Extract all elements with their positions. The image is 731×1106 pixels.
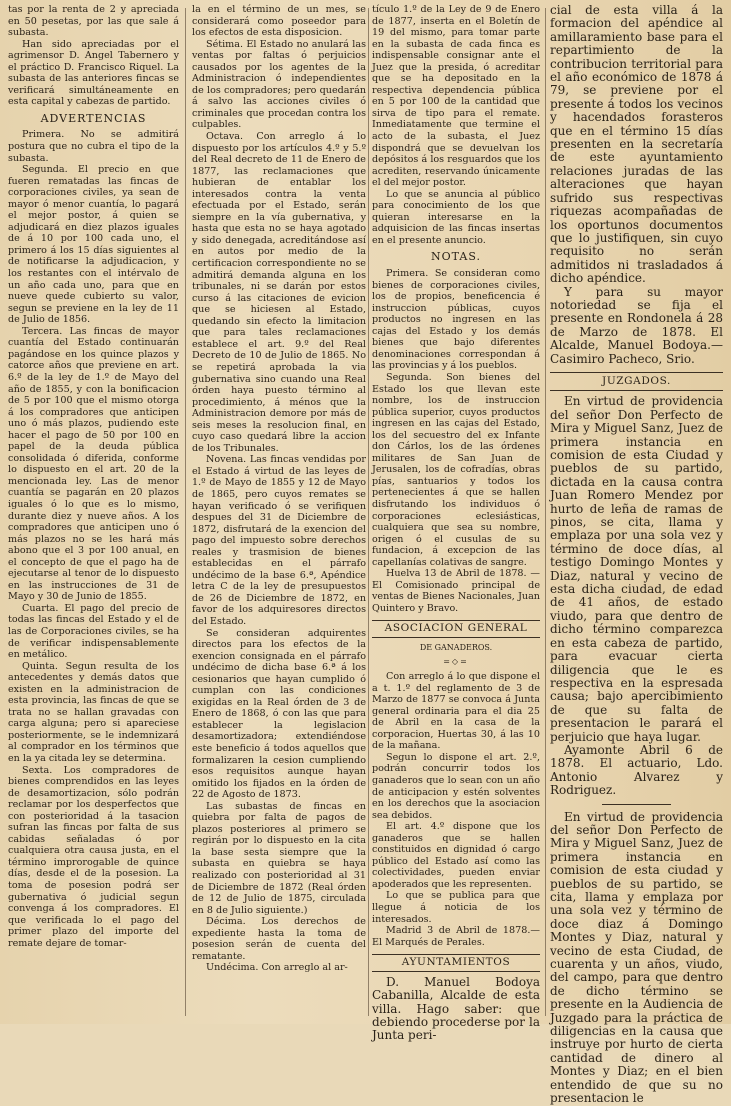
column-3 xyxy=(372,4,540,1043)
paragraph: Quinta. Segun resulta de los antecedentes y demás datos que existen en la administracion de esta provincia, las fincas de que se trata no se hallan gravadas con carga alguna; pero si apareciese posteriormente, se le indemnizará al comprador en los términos que en la ya citada ley se determina. xyxy=(8,660,179,764)
section-heading-juzgados: JUZGADOS. xyxy=(550,372,723,391)
ornament: =◇= xyxy=(443,656,469,666)
paragraph: tículo 1.º de la Ley de 9 de Enero de 1877, inserta en el Boletín de 19 del mismo, para tomar parte en la subasta de cada finca es indispensable consignar ante el Juez que la presida, ó acreditar que se ha depositado en la respectiva dependencia pública en 5 por 100 de la cantidad que sirva de tipo para el remate. Inmediatamente que termine el acto de la subasta, el Juez dispondrá que se devuelvan los depósitos á los resguardos que los acrediten, reservando únicamente el del mejor postor. xyxy=(372,4,540,189)
paragraph: Sexta. Los compradores de bienes comprendidos en las leyes de desamortizacion, sólo podrán reclamar por los desperfectos que con posterioridad á la tasacion sufran las fincas por falta de sus cabidas señaladas ó por cualquiera otra causa justa, en el término improrogable de quince días, desde el de la posesion. La toma de posesion podrá ser gubernativa ó judicial segun convenga á los compradores. El que verificada lo el pago del primer plazo del importe del remate dejare de tomar- xyxy=(8,764,179,949)
column-divider xyxy=(368,8,369,1016)
column-4 xyxy=(550,3,723,1106)
section-heading-asociacion: ASOCIACION GENERAL xyxy=(372,620,540,638)
paragraph: Con arreglo á lo que dispone el a t. 1.º del reglamento de 3 de Marzo de 1877 se convoca á Junta general ordinaria para el dia 25 de Abril en la casa de la corporacion, Huertas 30, á las 10 de la mañana. xyxy=(372,671,540,752)
paragraph: Undécima. Con arreglo al ar- xyxy=(206,962,348,974)
paragraph: D. Manuel Bodoya Cabanilla, Alcalde de esta villa. Hago saber: que debiendo procederse por la Junta peri- xyxy=(372,974,540,1043)
column-2 xyxy=(192,4,366,1020)
column-1 xyxy=(8,4,179,1020)
column-divider xyxy=(545,8,546,1016)
paragraph: Huelva 13 de Abril de 1878. —El Comisionado principal de ventas de Bienes Nacionales, Juan Quintero y Bravo. xyxy=(372,568,540,614)
divider xyxy=(602,804,671,805)
paragraph: Primera. Se consideran como bienes de corporaciones civiles, los de propios, beneficencia é instruccion públicas, cuyos productos no ingresen en las cajas del Estado y los demás bienes que bajo diferentes denominaciones correspondan á las provincias y á los pueblos. xyxy=(372,268,540,372)
paragraph: Segunda. Son bienes del Estado los que llevan este nombre, los de instruccion pública superior, cuyos productos ingresen en las cajas del Estado, los del secuestro del ex Infante don Cárlos, los de las órdenes militares de San Juan de Jerusalen, los de cofradías, obras pías, santuarios y todos los pertenecientes á que se hallen disfrutando los individuos ó corporaciones eclesiásticas, cualquiera que sea su nombre, origen ó el cusulas de su fundacion, á excepcion de las capellanías colativas de sangre. xyxy=(372,371,540,568)
paragraph: En virtud de providencia del señor Don Perfecto de Mira y Miguel Sanz, Juez de primera instancia en comision de esta Ciudad y pueblos de su partido, dictada en la causa contra Juan Romero Mendez por hurto de leña de ramas de pinos, se cita, llama y emplaza por una sola vez y término de doce días, al testigo Domingo Montes y Diaz, natural y vecino de esta dicha ciudad, de edad de 41 años, de estado viudo, para que dentro de dicho término comparezca en esta cabeza de partido, para evacuar cierta diligencia que le es respectiva en la espresada causa; bajo apercibimiento de que su falta de presentacion le parará el perjuicio que haya lugar. xyxy=(550,394,723,744)
paragraph: Se consideran adquirentes directos para los efectos de la exencion consignada en el párrafo undécimo de dicha base 6.ª á los cesionarios que hayan cumplido ó cumplan con las condiciones exigidas en la Real órden de 3 de Enero de 1868, ó con las que para establecer la legislacion desamortizadora; extendiéndose este beneficio á todos aquellos que formalizaren la cesion cumpliendo esos requisitos aunque hayan omitido los fijados en la órden de 22 de Agosto de 1873. xyxy=(192,627,366,801)
section-heading-ayuntamientos: AYUNTAMIENTOS xyxy=(372,954,540,972)
paragraph: Novena. Las fincas vendidas por el Estado á virtud de las leyes de 1.º de Mayo de 1855 y 12 de Mayo de 1865, pero cuyos remates se hayan verificado ó se verifiquen despues del 31 de Diciembre de 1872, disfrutará de la exencion del pago del impuesto sobre derechos reales y trasmision de bienes establecidas en el párrafo undécimo de la base 6.ª, Apéndice letra C de la ley de presupuestos de 26 de Diciembre de 1872, en favor de los adquiresores directos del Estado. xyxy=(192,454,366,627)
paragraph: En virtud de providencia del señor Don Perfecto de Mira y Miguel Sanz, Juez de primera instancia en comision de esta ciudad y pueblos de su partido, se cita, llama y emplaza por una sola vez y término de doce diaz á Domingo Montes y Diaz, natural y vecino de esta Ciudad, de cuarenta y un años, viudo, del campo, para que dentro de dicho término se presente en la Audiencia de Juzgado para la práctica de diligencias en la causa que instruye por hurto de cierta cantidad de dinero al Montes y Diaz; en el bien entendido de que su no presentacion le xyxy=(550,809,723,1106)
paragraph: Primera. No se admitirá postura que no cubra el tipo de la subasta. xyxy=(8,129,179,164)
column-divider xyxy=(185,8,186,1016)
paragraph: cial de esta villa á la formacion del apéndice al amillaramiento base para el repartimiento de la contribucion territorial para el año económico de 1878 á 79, se previene por el presente á todos los vecinos y hacendados forasteros que en el término 15 días presenten en la secretaría de este ayuntamiento relaciones juradas de las alteraciones que hayan sufrido sus respectivas riquezas acompañadas de los oportunos documentos que lo justifiquen, sin cuyo requisito no serán admitidos ni trasladados á dicho apéndice. xyxy=(550,3,723,286)
paragraph: tas por la renta de 2 y apreciada en 50 pesetas, por las que sale á subasta. xyxy=(8,4,179,39)
paragraph: Madrid 3 de Abril de 1878.— El Marqués de Perales. xyxy=(372,925,540,948)
paragraph: Sétima. El Estado no anulará las ventas por faltas ó perjuicios causados por los agentes de la Administracion ó independientes de los compradores; pero quedarán á salvo las acciones civiles ó criminales que procedan contra los culpables. xyxy=(192,38,366,131)
paragraph: Lo que se publica para que llegue á noticia de los interesados. xyxy=(372,890,540,925)
paragraph: Ayamonte Abril 6 de 1878. El actuario, Ldo. Antonio Alvarez y Rodriguez. xyxy=(550,742,723,798)
paragraph: Cuarta. El pago del precio de todas las fincas del Estado y el de las de Corporaciones civiles, se ha de verificar indispensablemente en metálico. xyxy=(8,602,179,661)
paragraph: Y para su mayor notoriedad se fija el presente en Rondonela á 28 de Marzo de 1878. El Alcalde, Manuel Bodoya.—Casimiro Pacheco, Srio. xyxy=(550,284,723,366)
paragraph: El art. 4.º dispone que los ganaderos que se hallen constituidos en dignidad ó cargo público del Estado así como las colectividades, pueden enviar apoderados que les representen. xyxy=(372,821,540,890)
paragraph: la en el término de un mes, se considerará como poseedor para los efectos de esta disposicion. xyxy=(192,4,366,39)
paragraph: Tercera. Las fincas de mayor cuantía del Estado continuarán pagándose en los quince plazos y catorce años que previene en art. 6.º de la ley de 1.º de Mayo del año de 1855, y con la bonificacion de 5 por 100 que el mismo otorga á los compradores que anticipen uno ó más plazos, pudiendo este hacer el pago de 50 por 100 en papel de la deuda pública consolidada ó diferida, conforme lo dispuesto en el art. 20 de la mencionada ley. Las de menor cuantía se pagarán en 20 plazos iguales ó lo que es lo mismo, durante diez y nueve años. A los compradores que anticipen uno ó más plazos no se les hará más abono que el 3 por 100 anual, en el concepto de que el pago ha de ejecutarse al tenor de lo dispuesto en las instrucciones de 31 de Mayo y 30 de Junio de 1855. xyxy=(8,325,179,603)
section-heading-advertencias: ADVERTENCIAS xyxy=(40,111,147,125)
paragraph: Segunda. El precio en que fueren rematadas las fincas de corporaciones civiles, ya sean de mayor ó menor cuantía, lo pagará el mejor postor, á quien se adjudicará en diez plazos iguales de á 10 por 100 cada uno, el primero á los 15 días siguientes al de notificarse la adjudicacion, y los restantes con el intérvalo de un año cada uno, para que en nueve quede cubierto su valor, segun se previene en la ley de 11 de Julio de 1856. xyxy=(8,164,179,326)
paragraph: Décima. Los derechos de expediente hasta la toma de posesion serán de cuenta del rematante. xyxy=(192,916,366,962)
paragraph: Lo que se anuncia al público para conocimiento de los que quieran interesarse en la adquisicion de las fincas insertas en el presente anuncio. xyxy=(372,188,540,246)
paragraph: Octava. Con arreglo á lo dispuesto por los artículos 4.º y 5.º del Real decreto de 11 de Enero de 1877, las reclamaciones que hubieran de entablar los interesados contra la venta efectuada por el Estado, serán siempre en la vía gubernativa, y hasta que esta no se haya agotado y sido denegada, acreditándose así en autos por medio de la certificacion correspondiente no se admitirá demanda alguna en los tribunales, ni se darán por estos curso á las citaciones de evicion que se hiciesen al Estado, quedando sin efecto la limitacion que para tales reclamaciones establece el art. 9.º del Real Decreto de 10 de Julio de 1865. No se repetirá aprobada la via gubernativa sino cuando una Real órden haya puesto término al procedimiento, á ménos que la Administracion demore por más de seis meses la resolucion final, en cuyo caso quedará libre la accion de los Tribunales. xyxy=(192,131,366,454)
paragraph: Las subastas de fincas en quiebra por falta de pagos de plazos posteriores al primero se regirán por lo dispuesto en la cita la base sesta siempre que la subasta en quiebra se haya realizado con posterioridad al 31 de Diciembre de 1872 (Real órden de 12 de Julio de 1875, circulada en 8 de Julio siguiente.) xyxy=(192,800,366,916)
paragraph: Segun lo dispone el art. 2.º, podrán concurrir todos los ganaderos que lo sean con un año de anticipacion y estén solventes en los derechos que la asociacion sea debidos. xyxy=(372,751,540,821)
section-subheading: DE GANADEROS. xyxy=(419,642,493,652)
paragraph: Han sido apreciadas por el agrimensor D. Angel Tabernero y el práctico D. Francisco Riquel. La subasta de las anteriores fincas se verificará simultáneamente en esta capital y cabezas de partido. xyxy=(8,38,179,108)
section-heading-notas: NOTAS. xyxy=(431,250,481,264)
